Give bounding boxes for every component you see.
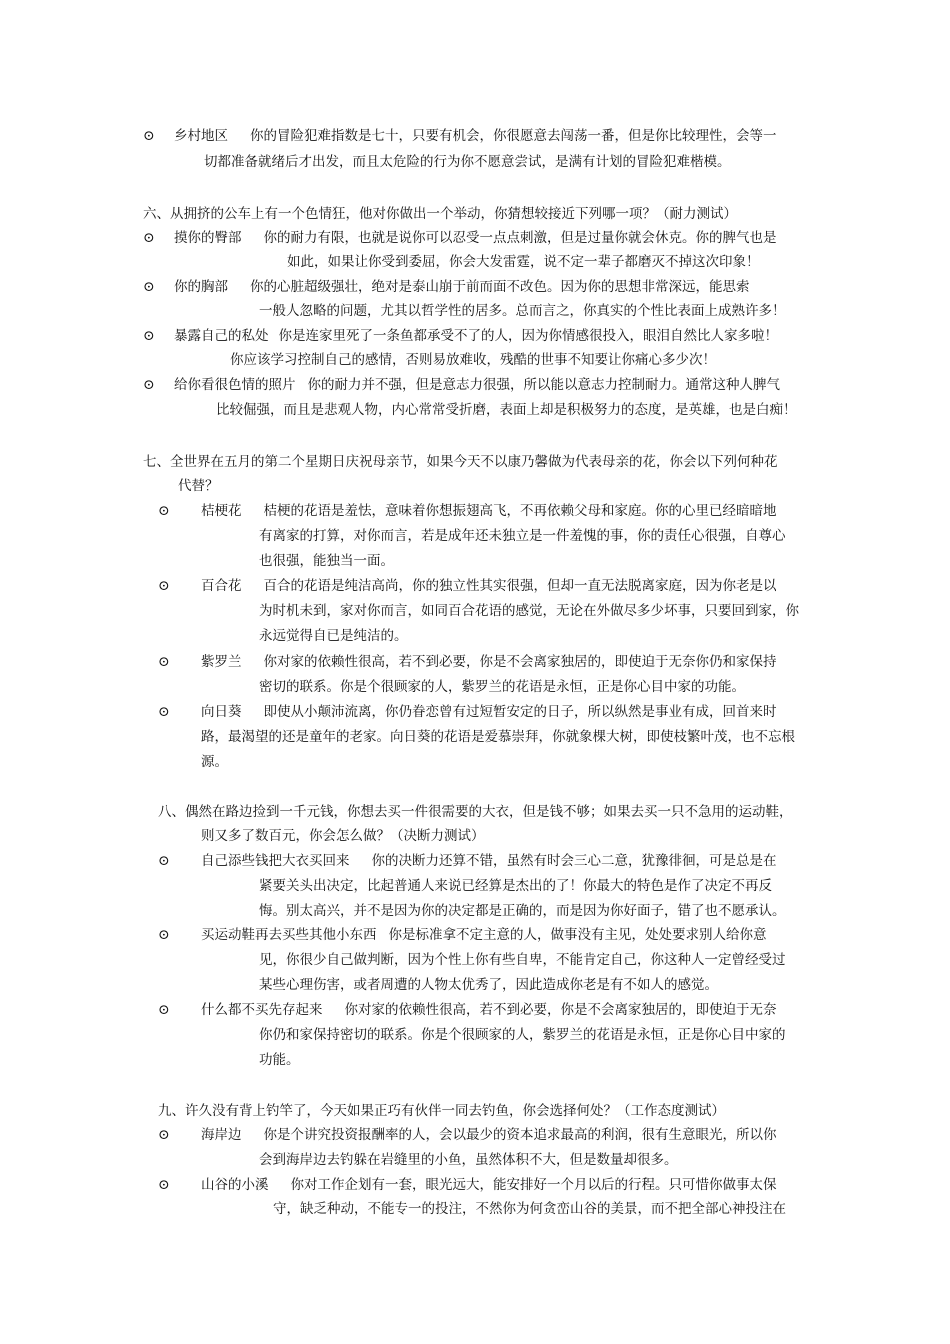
answer-text: 也很强，能独当一面。 xyxy=(259,553,394,569)
answer-text: 永远觉得自已是纯洁的。 xyxy=(259,628,408,644)
answer-line xyxy=(201,502,777,520)
answer-line xyxy=(201,1001,777,1019)
answer-text: 某些心理伤害，或者周遭的人物太优秀了，因此造成你老是有不如人的感觉。 xyxy=(259,977,718,993)
question-heading: 九、许久没有背上钓竿了，今天如果正巧有伙伴一同去钓鱼，你会选择何处？（工作态度测试） xyxy=(158,1103,725,1119)
bullet-icon: ⊙ xyxy=(143,128,155,144)
answer-label: 百合花 xyxy=(201,578,242,594)
bullet-icon: ⊙ xyxy=(158,927,170,943)
bullet-icon: ⊙ xyxy=(143,377,155,393)
answer-text: 比较倔强，而且是悲观人物，内心常常受折磨，表面上却是积极努力的态度，是英雄，也是白痴！ xyxy=(216,402,797,418)
answer-line xyxy=(174,127,777,145)
question-heading: 代替？ xyxy=(178,478,219,494)
answer-text: 你的冒险犯难指数是七十，只要有机会，你很愿意去闯荡一番，但是你比较理性，会等一 xyxy=(250,128,777,144)
answer-text: 你对家的依赖性很高，若不到必要，你是不会离家独居的，即使迫于无奈你仍和家保持 xyxy=(263,654,777,670)
answer-label: 海岸边 xyxy=(201,1127,242,1143)
answer-text: 你应该学习控制自己的感情，否则易放难收，残酷的世事不知要让你痛心多少次！ xyxy=(230,352,716,368)
question-heading: 则又多了数百元，你会怎么做？（决断力测试） xyxy=(201,828,485,844)
answer-label: 给你看很色情的照片 xyxy=(174,377,296,393)
answer-label: 你的胸部 xyxy=(174,279,228,295)
answer-text: 你是个讲究投资报酬率的人，会以最少的资本追求最高的利润，很有生意眼光，所以你 xyxy=(263,1127,777,1143)
answer-text: 一般人忽略的问题，尤其以哲学性的居多。总而言之，你真实的个性比表面上成熟许多！ xyxy=(259,303,786,319)
bullet-icon: ⊙ xyxy=(143,328,155,344)
answer-line xyxy=(174,327,778,345)
answer-label: 桔梗花 xyxy=(201,503,242,519)
answer-text: 会到海岸边去钓躲在岩缝里的小鱼，虽然体积不大，但是数量却很多。 xyxy=(259,1152,678,1168)
answer-text: 你的决断力还算不错，虽然有时会三心二意，犹豫徘徊，可是总是在 xyxy=(371,853,777,869)
answer-line xyxy=(201,852,777,870)
bullet-icon: ⊙ xyxy=(158,1002,170,1018)
bullet-icon: ⊙ xyxy=(158,1177,170,1193)
answer-label: 乡村地区 xyxy=(174,128,228,144)
answer-text: 紧要关头出决定，比起普通人来说已经算是杰出的了！你最大的特色是作了决定不再反 xyxy=(259,878,772,894)
answer-label: 向日葵 xyxy=(201,704,242,720)
answer-label: 紫罗兰 xyxy=(201,654,242,670)
bullet-icon: ⊙ xyxy=(158,578,170,594)
answer-text: 即使从小颠沛流离，你仍眷恋曾有过短暂安定的日子，所以纵然是事业有成，回首来时 xyxy=(263,704,777,720)
answer-text: 百合的花语是纯洁高尚，你的独立性其实很强，但却一直无法脱离家庭，因为你老是以 xyxy=(263,578,777,594)
answer-line xyxy=(174,376,780,394)
answer-text: 你仍和家保持密切的联系。你是个很顾家的人，紫罗兰的花语是永恒，正是你心目中家的 xyxy=(259,1027,786,1043)
answer-line xyxy=(201,653,777,671)
answer-label: 山谷的小溪 xyxy=(201,1177,269,1193)
answer-text: 你的耐力有限，也就是说你可以忍受一点点刺激，但是过量你就会休克。你的脾气也是 xyxy=(263,230,777,246)
answer-label: 自己添些钱把大衣买回来 xyxy=(201,853,350,869)
answer-text: 桔梗的花语是羞怯，意味着你想振翅高飞，不再依赖父母和家庭。你的心里已经暗暗地 xyxy=(263,503,777,519)
answer-label: 什么都不买先存起来 xyxy=(201,1002,323,1018)
answer-text: 你的心脏超级强壮，绝对是泰山崩于前而面不改色。因为你的思想非常深远，能思索 xyxy=(250,279,750,295)
answer-text: 有离家的打算，对你而言，若是成年还未独立是一件羞愧的事，你的责任心很强，自尊心 xyxy=(259,528,786,544)
answer-line xyxy=(201,1176,777,1194)
answer-line xyxy=(174,229,777,247)
bullet-icon: ⊙ xyxy=(158,704,170,720)
answer-line xyxy=(201,926,767,944)
answer-line xyxy=(201,703,777,721)
answer-text: 你的耐力并不强，但是意志力很强，所以能以意志力控制耐力。通常这种人脾气 xyxy=(307,377,780,393)
answer-line xyxy=(201,1126,777,1144)
bullet-icon: ⊙ xyxy=(143,279,155,295)
bullet-icon: ⊙ xyxy=(143,230,155,246)
answer-text: 如此，如果让你受到委屈，你会大发雷霆，说不定一辈子都磨灭不掉这次印象！ xyxy=(287,254,760,270)
answer-text: 见，你很少自己做判断，因为个性上你有些自卑，不能肯定自己，你这种人一定曾经受过 xyxy=(259,952,786,968)
answer-label: 摸你的臀部 xyxy=(174,230,242,246)
bullet-icon: ⊙ xyxy=(158,654,170,670)
answer-text: 为时机未到，家对你而言，如同百合花语的感觉，无论在外做尽多少坏事，只要回到家，你 xyxy=(259,603,799,619)
answer-text: 你是连家里死了一条鱼都承受不了的人，因为你情感很投入，眼泪自然比人家多啦！ xyxy=(278,328,778,344)
answer-text: 功能。 xyxy=(259,1052,300,1068)
answer-text: 你对家的依赖性很高，若不到必要，你是不会离家独居的，即使迫于无奈 xyxy=(344,1002,777,1018)
answer-text: 悔。别太高兴，并不是因为你的决定都是正确的，而是因为你好面子，错了也不愿承认。 xyxy=(259,903,786,919)
answer-label: 暴露自己的私处 xyxy=(174,328,269,344)
answer-text: 你对工作企划有一套，眼光远大，能安排好一个月以后的行程。只可惜你做事太保 xyxy=(290,1177,777,1193)
bullet-icon: ⊙ xyxy=(158,1127,170,1143)
answer-text: 守，缺乏种动，不能专一的投注，不然你为何贪峦山谷的美景，而不把全部心神投注在 xyxy=(273,1201,786,1217)
bullet-icon: ⊙ xyxy=(158,853,170,869)
answer-text: 你是标准拿不定主意的人，做事没有主见，处处要求别人给你意 xyxy=(388,927,767,943)
answer-text: 源。 xyxy=(201,754,228,770)
answer-line xyxy=(174,278,750,296)
answer-text: 密切的联系。你是个很顾家的人，紫罗兰的花语是永恒，正是你心目中家的功能。 xyxy=(259,679,745,695)
question-heading: 六、从拥挤的公车上有一个色情狂，他对你做出一个举动，你猜想较接近下列哪一项？（耐力测试） xyxy=(143,206,737,222)
answer-text: 切都准备就绪后才出发，而且太危险的行为你不愿意尝试，是满有计划的冒险犯难楷模。 xyxy=(204,154,731,170)
answer-line xyxy=(201,577,777,595)
question-heading: 七、全世界在五月的第二个星期日庆祝母亲节，如果今天不以康乃馨做为代表母亲的花，你会以下列何种花 xyxy=(143,454,778,470)
answer-label: 买运动鞋再去买些其他小东西 xyxy=(201,927,377,943)
question-heading: 八、偶然在路边捡到一千元钱，你想去买一件很需要的大衣，但是钱不够；如果去买一只不急用的运动鞋， xyxy=(158,804,793,820)
answer-text: 路，最渴望的还是童年的老家。向日葵的花语是爱慕崇拜，你就象棵大树，即使枝繁叶茂，也不忘根 xyxy=(201,729,795,745)
bullet-icon: ⊙ xyxy=(158,503,170,519)
